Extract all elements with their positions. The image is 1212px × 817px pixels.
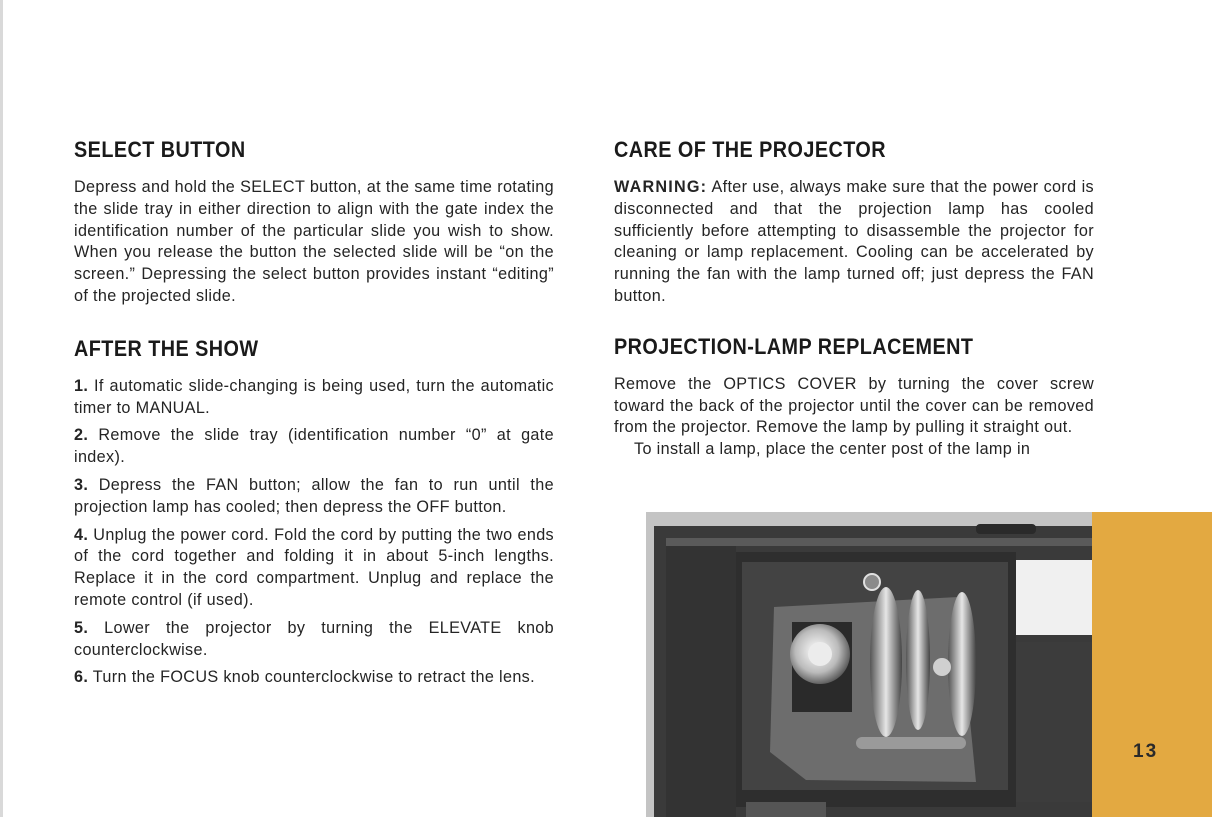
care-body: After use, always make sure that the power cord is disconnected and that the projection lamp has cooled sufficiently before attempting to disassemble the projector for cleaning or lamp replacement. Cooling can be accelerated by running the fan with the lamp turned off; just depress the FAN button. bbox=[614, 178, 1094, 305]
page-tab bbox=[1092, 512, 1212, 817]
care-section bbox=[614, 137, 1094, 308]
step-number: 1. bbox=[74, 376, 89, 395]
step-item bbox=[74, 667, 554, 689]
care-text bbox=[614, 177, 1094, 308]
step-item bbox=[74, 618, 554, 662]
step-text: Turn the FOCUS knob counterclockwise to retract the lens. bbox=[92, 668, 535, 687]
projector-illustration bbox=[646, 512, 1095, 817]
page-edge bbox=[0, 0, 3, 817]
step-text: If automatic slide-changing is being used, turn the automatic timer to MANUAL. bbox=[74, 376, 554, 417]
right-column bbox=[614, 137, 1094, 483]
projector-lamp-photo bbox=[646, 512, 1095, 817]
warning-label: WARNING: bbox=[614, 178, 708, 196]
steps-list bbox=[74, 376, 554, 689]
lamp-text-1: Remove the OPTICS COVER by turning the cover screw toward the back of the projector until the cover can be removed from the projector. Remove the lamp by pulling it straight out. bbox=[614, 374, 1094, 437]
left-column bbox=[74, 137, 554, 711]
step-text: Remove the slide tray (identification number “0” at gate index). bbox=[74, 426, 554, 467]
lamp-section bbox=[614, 334, 1094, 461]
after-show-heading: AFTER THE SHOW bbox=[74, 335, 259, 361]
after-show-section bbox=[74, 336, 554, 689]
step-item bbox=[74, 425, 554, 469]
step-number: 5. bbox=[74, 618, 89, 637]
page-number: 13 bbox=[1133, 741, 1159, 762]
step-number: 4. bbox=[74, 525, 89, 544]
step-item bbox=[74, 475, 554, 519]
select-button-section bbox=[74, 137, 554, 308]
step-item bbox=[74, 525, 554, 612]
lamp-text-2: To install a lamp, place the center post of the lamp in bbox=[634, 440, 1031, 459]
step-text: Depress the FAN button; allow the fan to run until the projection lamp has cooled; then depress the OFF button. bbox=[74, 475, 554, 516]
step-number: 3. bbox=[74, 475, 89, 494]
select-button-heading: SELECT BUTTON bbox=[74, 137, 246, 162]
step-item bbox=[74, 376, 554, 420]
select-button-text: Depress and hold the SELECT button, at the same time rotating the slide tray in either direction to align with the gate index the identification number of the particular slide you wish to show. When you release the button the selected slide will be “on the screen.” Depressing the select button provides instant “editing” of the projected slide. bbox=[74, 178, 554, 305]
step-text: Unplug the power cord. Fold the cord by putting the two ends of the cord together and folding it in about 5-inch lengths. Replace it in the cord compartment. Unplug and replace the remote control (if used). bbox=[74, 525, 554, 609]
lamp-heading: PROJECTION-LAMP REPLACEMENT bbox=[614, 333, 974, 359]
step-text: Lower the projector by turning the ELEVATE knob counterclockwise. bbox=[74, 618, 554, 659]
step-number: 6. bbox=[74, 668, 89, 687]
step-number: 2. bbox=[74, 426, 89, 445]
care-heading: CARE OF THE PROJECTOR bbox=[614, 137, 887, 162]
